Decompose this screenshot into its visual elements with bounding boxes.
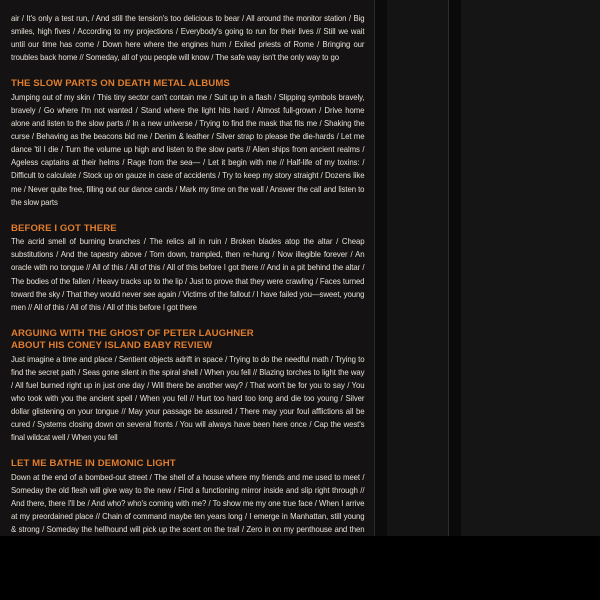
lyric-body-continued: air / It's only a test run, / And still the tension's too delicious to bear / All around the monitor station / Big smiles, high fives / According to my projections / Everybody's going to run for their lives // Still we wait until our time has come / Down here where the engines hum / Exiled priests of Rome / Bringing our troubles back home // Someday, all of you people will know / The safe way isn't the only way to go bbox=[11, 13, 365, 63]
song-title-demonic-light: LET ME BATHE IN DEMONIC LIGHT bbox=[11, 458, 176, 470]
lyric-body-demonic-light: Down at the end of a bombed-out street / The shell of a house where my friends and me used to meet / Someday the old flesh will give way to the new / Find a functioning mirror inside and slip right through // And there, there I'll be / And who? who's coming with me? / To show me my one true face / When I arrive at my preordained place // Chain of command maybe ten years long / I emerge in Manhattan, still young & strong / Someday the hellhound will pick up the scent on the trail / Zero in on my penthouse and then bbox=[11, 471, 365, 535]
blank-panel-right bbox=[461, 0, 600, 536]
panel-fold-left bbox=[374, 0, 388, 536]
lyric-body-slow-parts: Jumping out of my skin / This tiny sector can't contain me / Suit up in a flash / Slipping symbols bravely, bravely / Go where I'm not wanted / Stand where the light hits hard / Almost full-grown / Drive home alone and listen to the slow parts // In a new universe / Trying to find the mask that fits me / Shaking the curse / Behaving as the beacons bid me / Denim & leather / Silver strap to please the die-hards / Let me dance 'til I die / Turn the volume up high and listen to the slow parts // Alien ships from ancient realms / Ageless captains at their helms / Rage from the sea— / Let it begin with me // Half-life of my toxins: / Difficult to calculate / Stock up on gauze in case of accidents / Try to keep my story straight / Dozens like me / Never quite free, filling out our dance cards / Mark my time on the wall / Answer the call and listen to the slow parts bbox=[11, 91, 365, 207]
lyrics-column bbox=[11, 12, 365, 550]
song-title-peter-laughner: ARGUING WITH THE GHOST OF PETER LAUGHNER ABOUT HIS CONEY ISLAND BABY REVIEW bbox=[11, 327, 254, 352]
lyric-body-before-i-got-there: The acrid smell of burning branches / The relics all in ruin / Broken blades atop the altar / Cheap substitutions / And the tapestry above / Torn down, trampled, then re-hung / Now illegible forever / An oracle with no tongue // All of this / All of this / All of this before I got there // And in a pit behind the altar / The bodies of the fallen / Heavy tracks up to the lip / Just to prove that they were crawling / Faces turned toward the sky / That they would never see again / Victims of the fallout / I have failed you—sweet, young men // All of this / All of this / All of this before I got there bbox=[11, 236, 365, 312]
panel-fold-right bbox=[448, 0, 462, 536]
scan-background bbox=[0, 536, 600, 600]
lyric-body-peter-laughner: Just imagine a time and place / Sentient objects adrift in space / Trying to do the needful math / Trying to find the secret path / Seas gone silent in the spiral shell / When you fell // Blazing torches to light the way / All fuel burned right up in just one day / Will there be another way? / That won't be for you to say / You who took with you the ancient spell / When you fell // Hurt too hard too long and die too young / Silver dollar glistening on your tongue // May your passage be assured / There may your foul afflictions all be cured / Systems closing down on several fronts / You will always have been here once / Cap the west's final wildcat well / When you fell bbox=[11, 353, 365, 443]
blank-panel-middle bbox=[387, 0, 447, 536]
song-title-slow-parts: THE SLOW PARTS ON DEATH METAL ALBUMS bbox=[11, 78, 230, 90]
song-title-before-i-got-there: BEFORE I GOT THERE bbox=[11, 222, 117, 234]
